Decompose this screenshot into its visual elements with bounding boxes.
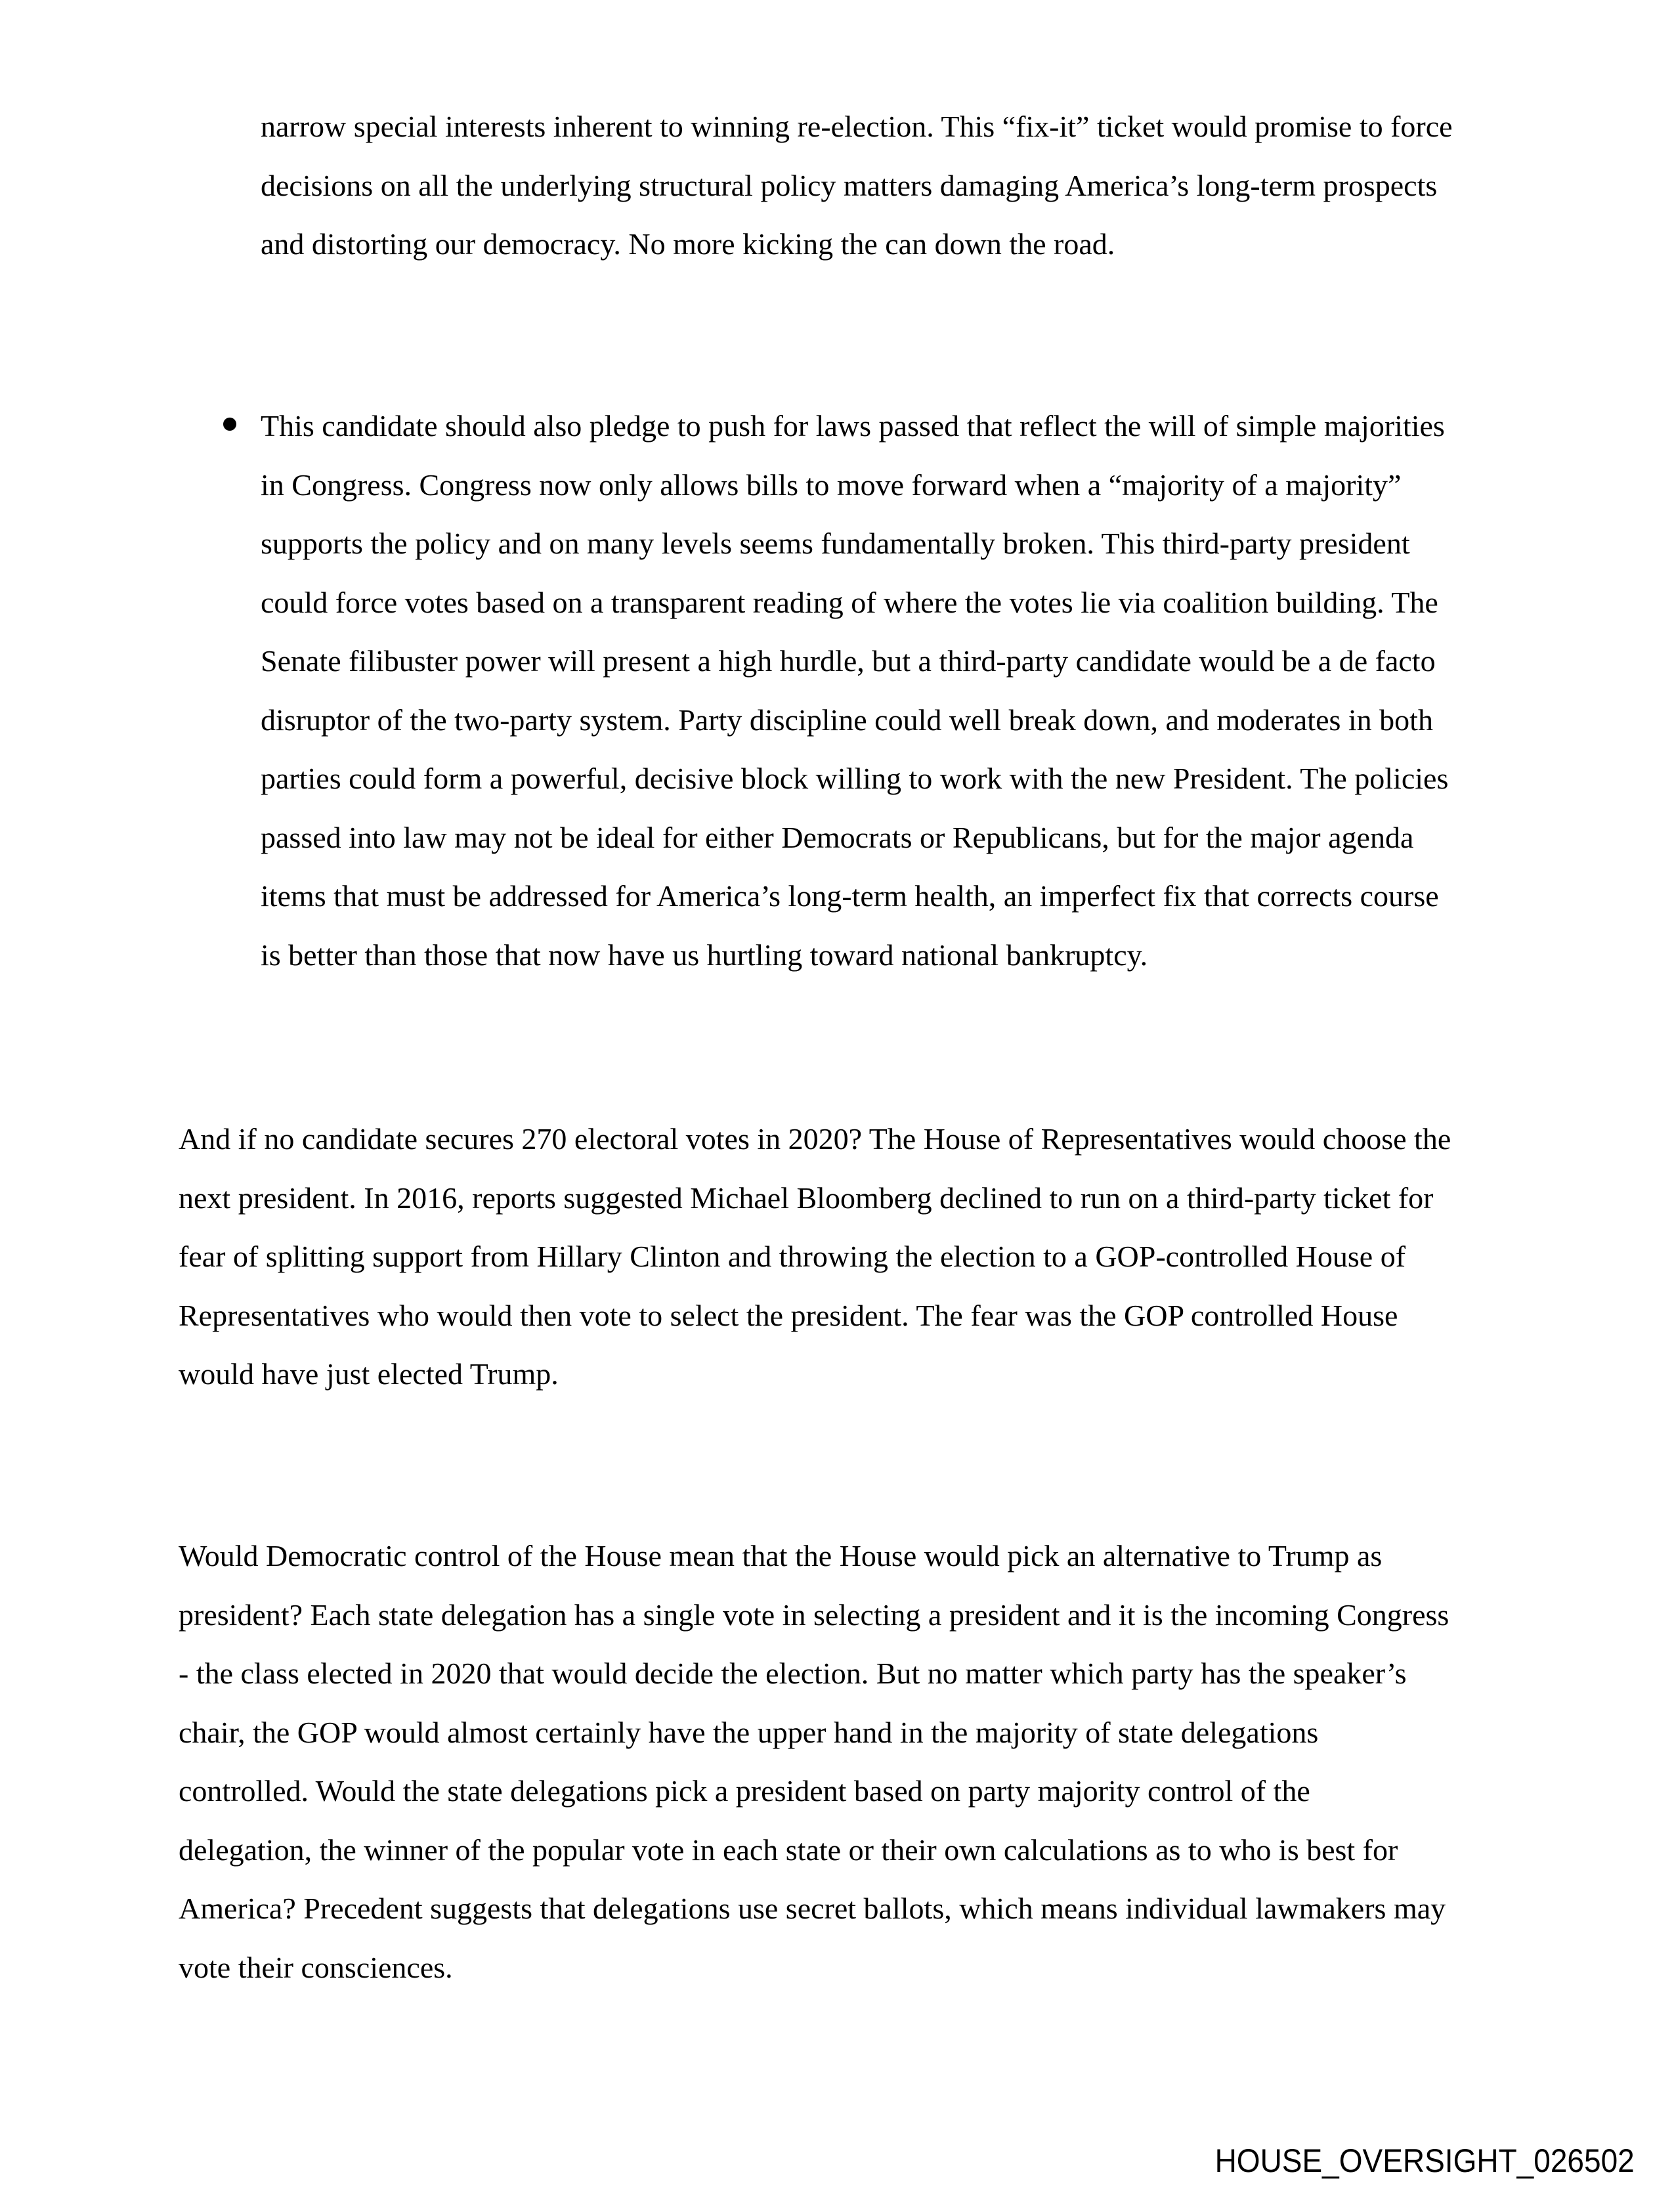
text-line: narrow special interests inherent to winning re-election. This “fix-it” ticket would promise to force	[261, 110, 1453, 143]
text-line: supports the policy and on many levels seems fundamentally broken. This third-party president	[261, 527, 1410, 560]
text-line: Senate filibuster power will present a high hurdle, but a third-party candidate would be a de facto	[261, 644, 1436, 678]
text-line: parties could form a powerful, decisive block willing to work with the new President. The policies	[261, 762, 1449, 795]
text-line: could force votes based on a transparent reading of where the votes lie via coalition building. The	[261, 585, 1438, 619]
text-line: is better than those that now have us hurtling toward national bankruptcy.	[261, 938, 1148, 972]
text-line: would have just elected Trump.	[179, 1357, 559, 1391]
text-line: delegation, the winner of the popular vote in each state or their own calculations as to who is best for	[179, 1832, 1398, 1867]
text-line: And if no candidate secures 270 electoral votes in 2020? The House of Representatives would choose the	[179, 1122, 1451, 1156]
text-line: Representatives who would then vote to select the president. The fear was the GOP controlled House	[179, 1298, 1398, 1332]
bullet-icon	[223, 418, 236, 431]
bullet-list-item	[261, 397, 1448, 984]
paragraph-electoral-votes	[179, 1110, 1451, 1404]
text-line: president? Each state delegation has a single vote in selecting a president and it is the incoming Congress	[179, 1597, 1449, 1632]
text-line: This candidate should also pledge to push for laws passed that reflect the will of simple majorities	[261, 409, 1445, 443]
bates-number: HOUSE_OVERSIGHT_026502	[1214, 2142, 1635, 2179]
text-line: in Congress. Congress now only allows bills to move forward when a “majority of a majority”	[261, 467, 1402, 502]
paragraph-democratic-control	[179, 1527, 1449, 1997]
text-line: America? Precedent suggests that delegations use secret ballots, which means individual lawmakers may	[179, 1892, 1446, 1925]
text-line: items that must be addressed for America’s long-term health, an imperfect fix that corrects course	[261, 879, 1439, 913]
text-line: next president. In 2016, reports suggested Michael Bloomberg declined to run on a third-party ticket for	[179, 1181, 1434, 1215]
text-line: controlled. Would the state delegations pick a president based on party majority control of the	[179, 1774, 1310, 1808]
text-line: - the class elected in 2020 that would decide the election. But no matter which party has the speaker’s	[179, 1657, 1407, 1690]
text-line: fear of splitting support from Hillary Clinton and throwing the election to a GOP-controlled House of	[179, 1240, 1406, 1273]
text-line: chair, the GOP would almost certainly have the upper hand in the majority of state delegations	[179, 1715, 1319, 1749]
text-line: decisions on all the underlying structural policy matters damaging America’s long-term prospects	[261, 168, 1438, 202]
text-line: and distorting our democracy. No more kicking the can down the road.	[261, 227, 1115, 261]
text-line: vote their consciences.	[179, 1950, 453, 1984]
continuation-paragraph	[261, 97, 1453, 274]
text-line: Would Democratic control of the House mean that the House would pick an alternative to Trump as	[179, 1539, 1383, 1572]
text-line: passed into law may not be ideal for either Democrats or Republicans, but for the major agenda	[261, 820, 1414, 854]
text-line: disruptor of the two-party system. Party discipline could well break down, and moderates in both	[261, 703, 1433, 737]
